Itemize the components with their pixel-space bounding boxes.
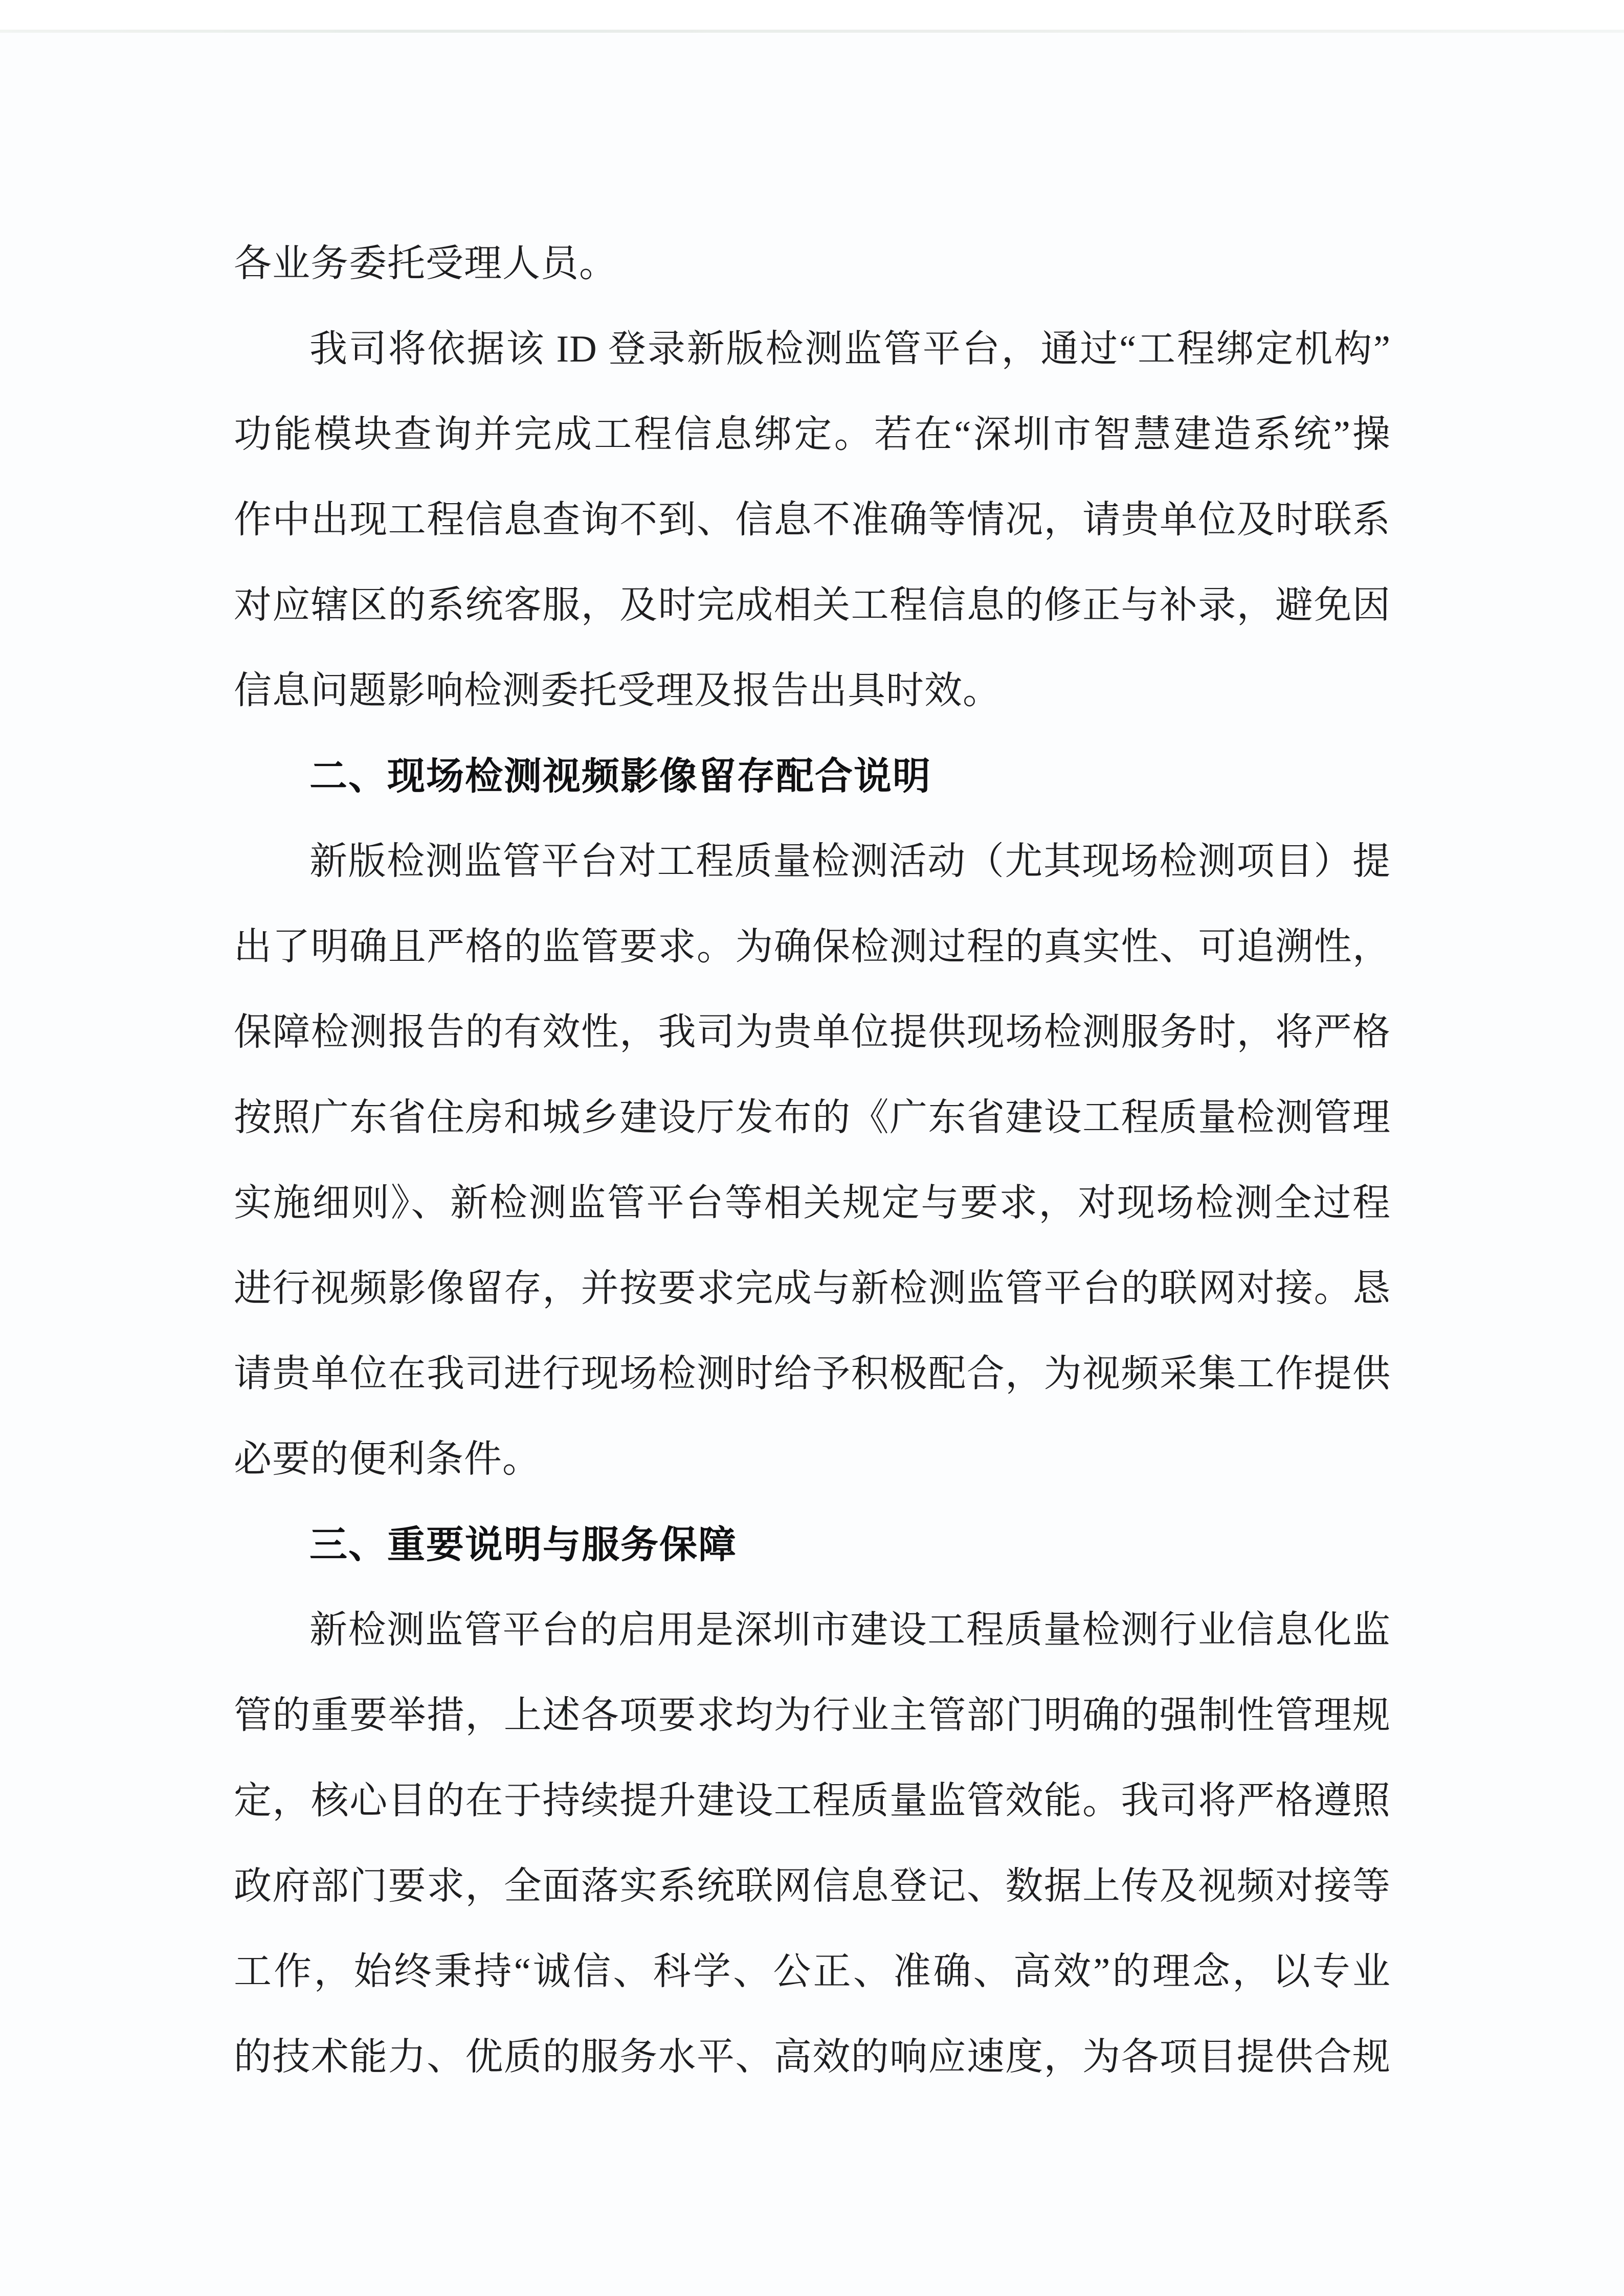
scanner-artifact-line xyxy=(0,30,1624,33)
scan-top-strip xyxy=(0,0,1624,30)
section-heading: 二、现场检测视频影像留存配合说明 xyxy=(309,754,931,798)
text-line: 按照广东省住房和城乡建设厅发布的《广东省建设工程质量检测管理 xyxy=(234,1097,1391,1139)
text-line: 新版检测监管平台对工程质量检测活动（尤其现场检测项目）提 xyxy=(309,841,1391,883)
text-line: 作中出现工程信息查询不到、信息不准确等情况，请贵单位及时联系 xyxy=(234,499,1391,541)
text-line: 对应辖区的系统客服，及时完成相关工程信息的修正与补录，避免因 xyxy=(234,584,1391,626)
document-body xyxy=(234,221,1391,2100)
text-line: 政府部门要求，全面落实系统联网信息登记、数据上传及视频对接等 xyxy=(234,1865,1391,1907)
text-line: 功能模块查询并完成工程信息绑定。若在“深圳市智慧建造系统”操 xyxy=(234,414,1391,456)
text-line: 新检测监管平台的启用是深圳市建设工程质量检测行业信息化监 xyxy=(309,1609,1391,1651)
text-line: 实施细则》、新检测监管平台等相关规定与要求，对现场检测全过程 xyxy=(234,1182,1391,1224)
text-line: 保障检测报告的有效性，我司为贵单位提供现场检测服务时，将严格 xyxy=(234,1011,1391,1053)
section-heading: 三、重要说明与服务保障 xyxy=(309,1523,737,1567)
text-line: 各业务委托受理人员。 xyxy=(234,243,617,285)
text-line: 进行视频影像留存，并按要求完成与新检测监管平台的联网对接。恳 xyxy=(234,1268,1391,1310)
text-line: 必要的便利条件。 xyxy=(234,1438,541,1480)
text-line: 的技术能力、优质的服务水平、高效的响应速度，为各项目提供合规 xyxy=(234,2036,1391,2078)
text-line: 请贵单位在我司进行现场检测时给予积极配合，为视频采集工作提供 xyxy=(234,1353,1391,1395)
text-line: 信息问题影响检测委托受理及报告出具时效。 xyxy=(234,670,1001,712)
text-line: 出了明确且严格的监管要求。为确保检测过程的真实性、可追溯性， xyxy=(234,926,1391,968)
text-line: 工作，始终秉持“诚信、科学、公正、准确、高效”的理念，以专业 xyxy=(234,1951,1391,1993)
text-line: 定，核心目的在于持续提升建设工程质量监管效能。我司将严格遵照 xyxy=(234,1780,1391,1822)
text-line: 我司将依据该 ID 登录新版检测监管平台，通过“工程绑定机构” xyxy=(309,328,1391,370)
text-line: 管的重要举措，上述各项要求均为行业主管部门明确的强制性管理规 xyxy=(234,1695,1391,1737)
